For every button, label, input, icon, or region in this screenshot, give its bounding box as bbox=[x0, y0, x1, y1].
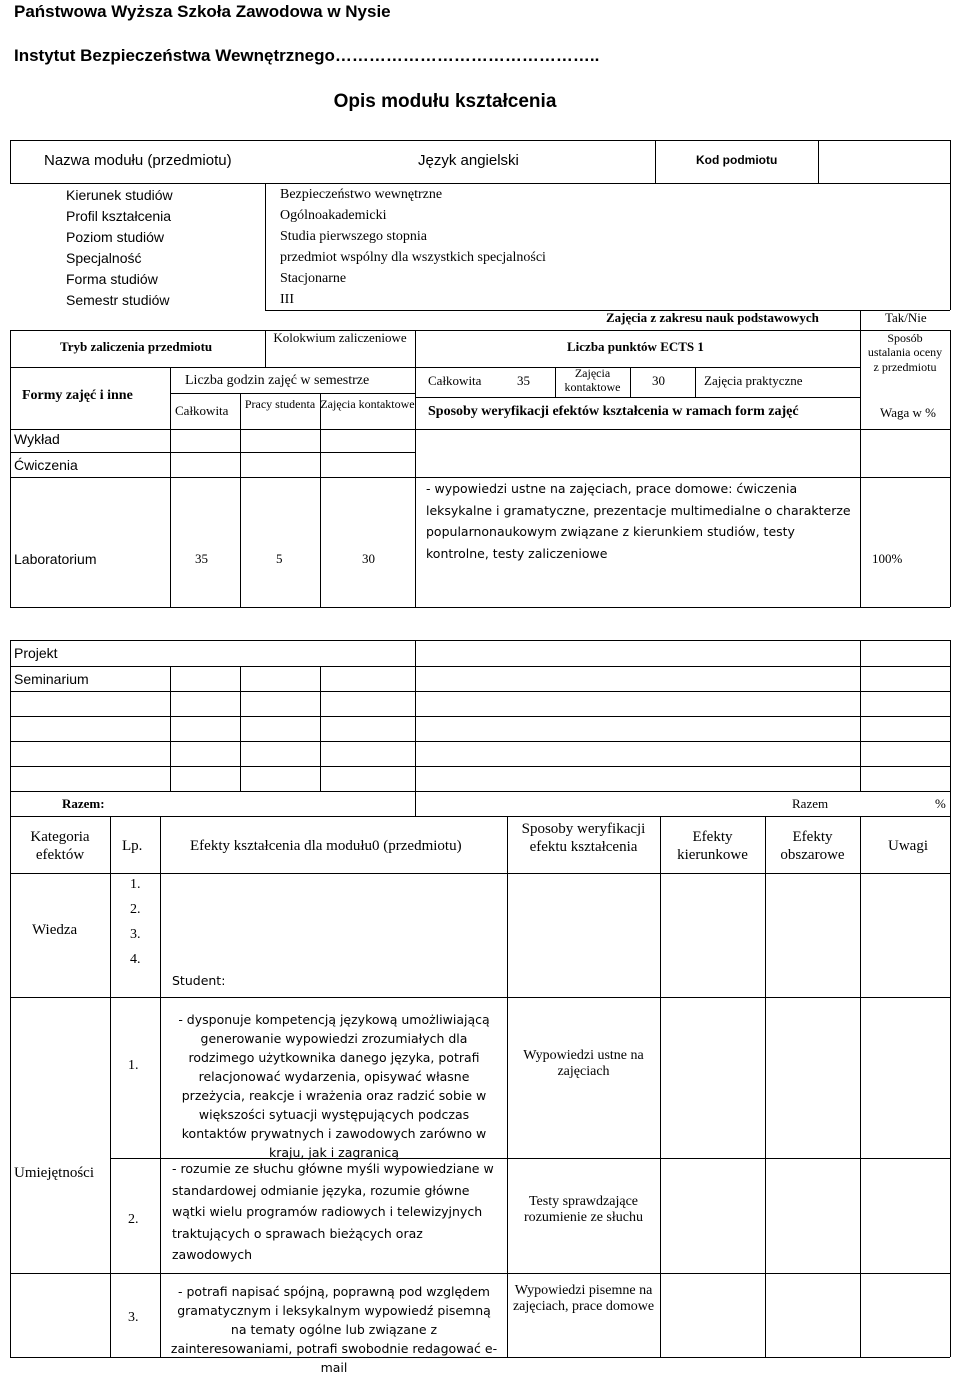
table-border bbox=[695, 367, 696, 397]
table-border bbox=[860, 640, 861, 791]
weight-label: Waga w % bbox=[880, 405, 936, 420]
table-border bbox=[10, 997, 950, 998]
info-value-specjalnosc: przedmiot wspólny dla wszystkich specjalności bbox=[280, 250, 546, 265]
table-border bbox=[10, 1273, 950, 1274]
table-border bbox=[660, 816, 661, 1357]
header-area-effects: Efekty obszarowe bbox=[780, 829, 845, 863]
info-label-forma: Forma studiów bbox=[66, 271, 158, 287]
table-border bbox=[10, 666, 950, 667]
table-border bbox=[10, 691, 950, 692]
basic-sciences-value: Tak/Nie bbox=[885, 310, 927, 325]
table-border bbox=[818, 140, 819, 183]
category-umiejetnosci: Umiejętności bbox=[14, 1165, 94, 1181]
table-border bbox=[10, 766, 950, 767]
table-border bbox=[950, 330, 951, 607]
header-notes: Uwagi bbox=[888, 838, 928, 854]
table-border bbox=[240, 393, 241, 607]
table-border bbox=[10, 452, 415, 453]
table-border bbox=[950, 816, 951, 1357]
table-border bbox=[10, 741, 950, 742]
header-effects: Efekty kształcenia dla modułu0 (przedmiotu) bbox=[190, 838, 462, 854]
table-border bbox=[10, 140, 11, 183]
table-border bbox=[10, 640, 950, 641]
module-name-label: Nazwa modułu (przedmiotu) bbox=[44, 152, 232, 169]
category-wiedza: Wiedza bbox=[32, 922, 78, 938]
table-border bbox=[860, 816, 861, 1357]
totals-label-bold: Razem: bbox=[62, 796, 105, 811]
ects-total-label: Całkowita bbox=[428, 373, 482, 388]
header-field-effects: Efekty kierunkowe bbox=[677, 829, 748, 863]
table-border bbox=[10, 716, 950, 717]
institute-name: Instytut Bezpieczeństwa Wewnętrznego……………………………………….. bbox=[14, 46, 600, 65]
table-border bbox=[160, 816, 161, 1357]
wiedza-lp-4: 4. bbox=[130, 952, 141, 967]
info-label-poziom: Poziom studiów bbox=[66, 229, 165, 245]
school-name: Państwowa Wyższa Szkoła Zawodowa w Nysie bbox=[14, 2, 391, 21]
table-border bbox=[630, 367, 631, 397]
umiejetnosci-effect-3: - potrafi napisać spójną, poprawną pod względem gramatycznym i leksykalnym wypowiedź pisemną na tematy ogólne lub związane z zainteresowaniami, potrafi swobodnie redagować e-mail bbox=[170, 1284, 498, 1375]
umiejetnosci-lp-3: 3. bbox=[128, 1310, 139, 1325]
table-border bbox=[10, 330, 950, 331]
table-border bbox=[10, 791, 950, 792]
table-border bbox=[265, 183, 266, 310]
table-border bbox=[170, 367, 171, 607]
table-border bbox=[10, 140, 950, 141]
table-border bbox=[10, 607, 950, 608]
module-name-value: Język angielski bbox=[418, 152, 519, 169]
form-seminarium: Seminarium bbox=[14, 671, 89, 687]
table-border bbox=[10, 183, 950, 184]
header-methods: Sposoby weryfikacji efektu kształcenia bbox=[521, 821, 646, 855]
table-border bbox=[950, 140, 951, 183]
info-value-profil: Ogólnoakademicki bbox=[280, 208, 387, 223]
lab-hours-contact: 30 bbox=[362, 551, 375, 566]
verification-label: Sposoby weryfikacji efektów kształcenia w ramach form zajęć bbox=[428, 404, 799, 419]
table-border bbox=[10, 429, 950, 430]
umiejetnosci-lp-1: 1. bbox=[128, 1058, 139, 1073]
totals-label: Razem bbox=[792, 796, 829, 811]
info-value-kierunek: Bezpieczeństwo wewnętrzne bbox=[280, 187, 443, 202]
table-border bbox=[860, 330, 861, 607]
wiedza-lp-2: 2. bbox=[130, 902, 141, 917]
table-border bbox=[415, 397, 860, 398]
wiedza-lp-3: 3. bbox=[130, 927, 141, 942]
form-wyklad: Wykład bbox=[14, 431, 60, 447]
info-value-semestr: III bbox=[280, 292, 294, 307]
table-border bbox=[10, 367, 860, 368]
table-border bbox=[507, 816, 508, 1357]
header-lp: Lp. bbox=[122, 838, 143, 854]
table-border bbox=[765, 816, 766, 1357]
hours-student-label: Pracy studenta bbox=[244, 397, 316, 411]
wiedza-lp-1: 1. bbox=[130, 877, 141, 892]
totals-percent: % bbox=[935, 796, 946, 811]
document-title: Opis modułu kształcenia bbox=[333, 91, 557, 112]
table-border bbox=[170, 666, 171, 791]
info-label-semestr: Semestr studiów bbox=[66, 292, 170, 308]
table-border bbox=[10, 873, 950, 874]
info-value-poziom: Studia pierwszego stopnia bbox=[280, 229, 427, 244]
table-border bbox=[10, 330, 11, 607]
info-label-profil: Profil kształcenia bbox=[66, 208, 172, 224]
table-border bbox=[10, 816, 11, 1357]
forms-label: Formy zajęć i inne bbox=[22, 388, 133, 403]
form-projekt: Projekt bbox=[14, 645, 58, 661]
table-border bbox=[950, 183, 951, 310]
umiejetnosci-method-1: Wypowiedzi ustne na zajęciach bbox=[523, 1048, 644, 1080]
table-border bbox=[655, 140, 656, 183]
umiejetnosci-method-2: Testy sprawdzające rozumienie ze słuchu bbox=[524, 1194, 643, 1226]
practical-label: Zajęcia praktyczne bbox=[704, 373, 803, 388]
form-laboratorium: Laboratorium bbox=[14, 551, 97, 567]
table-border bbox=[950, 640, 951, 816]
module-code-label: Kod podmiotu bbox=[696, 153, 778, 167]
table-border bbox=[415, 640, 416, 816]
info-label-specjalnosc: Specjalność bbox=[66, 250, 142, 266]
umiejetnosci-effect-1: - dysponuje kompetencją językową umożliwiającą generowanie wypowiedzi zrozumiałych dla rodzimego użytkownika danego języka, potrafi relacjonować wydarzenia, opisywać własne przeżycia, reakcje i wrażenia oraz radzić sobie w większości sytuacji występujących podczas kontaktów prywatnych i zawodowych zarówno w kraju, jak i zagranicą bbox=[178, 1012, 490, 1160]
ects-label: Liczba punktów ECTS 1 bbox=[567, 339, 704, 354]
ects-contact-label: Zajęcia kontaktowe bbox=[564, 366, 621, 395]
table-border bbox=[320, 666, 321, 791]
umiejetnosci-method-3: Wypowiedzi pisemne na zajęciach, prace domowe bbox=[512, 1283, 655, 1315]
umiejetnosci-lp-2: 2. bbox=[128, 1212, 139, 1227]
credit-mode-label: Tryb zaliczenia przedmiotu bbox=[60, 339, 213, 354]
table-border bbox=[10, 640, 11, 816]
info-value-forma: Stacjonarne bbox=[280, 271, 347, 286]
hours-label: Liczba godzin zajęć w semestrze bbox=[185, 373, 370, 388]
form-cwiczenia: Ćwiczenia bbox=[14, 457, 78, 473]
wiedza-student-label: Student: bbox=[172, 973, 226, 988]
credit-mode-value: Kolokwium zaliczeniowe bbox=[273, 330, 407, 345]
ects-contact-value: 30 bbox=[652, 373, 665, 388]
hours-contact-label: Zajęcia kontaktowe bbox=[320, 397, 415, 411]
umiejetnosci-effect-2: - rozumie ze słuchu główne myśli wypowiedziane w standardowej odmianie języka, rozumie główne wątki wielu programów radiowych i telewizyjnych traktujących o sprawach bieżących oraz zawodowych bbox=[172, 1161, 494, 1262]
table-border bbox=[860, 310, 861, 330]
hours-total-label: Całkowita bbox=[175, 403, 229, 418]
table-border bbox=[170, 393, 415, 394]
info-label-kierunek: Kierunek studiów bbox=[66, 187, 173, 203]
table-border bbox=[110, 816, 111, 1357]
table-border bbox=[415, 330, 416, 607]
lab-hours-student: 5 bbox=[276, 551, 283, 566]
ects-total-value: 35 bbox=[517, 373, 530, 388]
basic-sciences-label: Zajęcia z zakresu nauk podstawowych bbox=[606, 310, 819, 325]
lab-hours-total: 35 bbox=[195, 551, 208, 566]
header-category: Kategoria efektów bbox=[30, 829, 90, 863]
lab-weight: 100% bbox=[872, 551, 903, 566]
grading-method-label: Sposób ustalania oceny z przedmiotu bbox=[867, 331, 943, 374]
table-border bbox=[10, 816, 950, 817]
table-border bbox=[240, 666, 241, 791]
lab-verification-methods: - wypowiedzi ustne na zajęciach, prace domowe: ćwiczenia leksykalne i gramatyczne, prezentacje multimedialne o charakterze popularnonaukowym związane z kierunkiem studiów, testy kontrolne, testy zaliczeniowe bbox=[426, 481, 851, 561]
table-border bbox=[320, 393, 321, 607]
